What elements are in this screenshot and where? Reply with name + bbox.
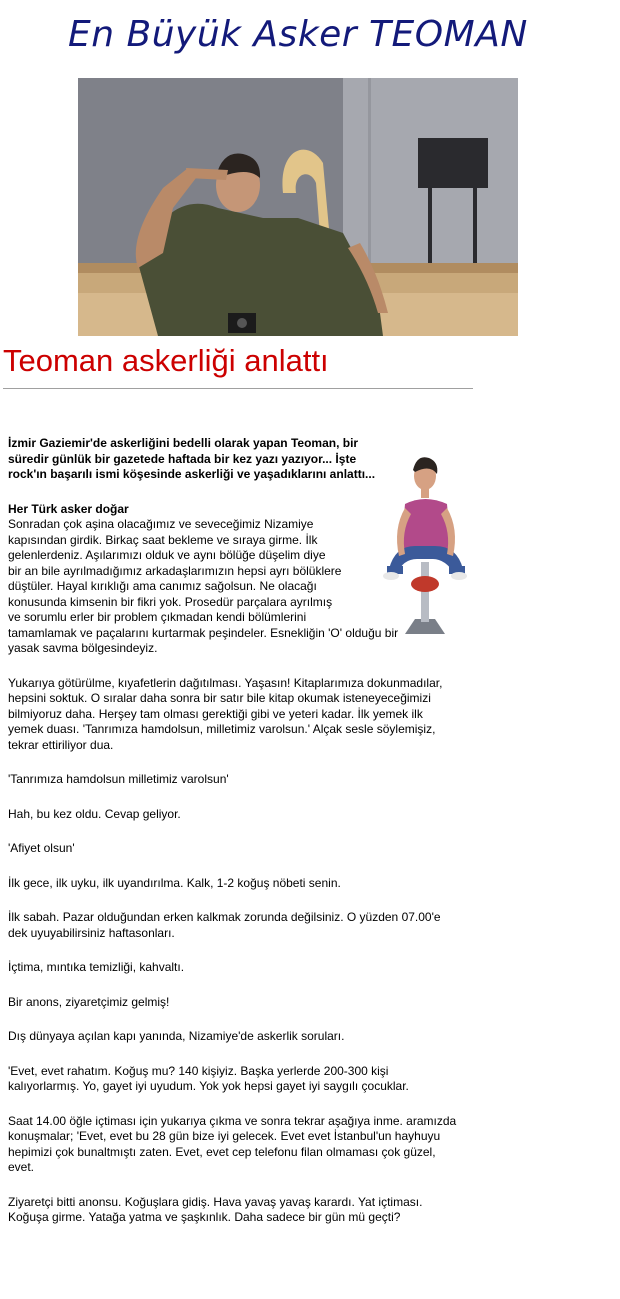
intro-line: konusunda kimsenin bir fikri yok. Prosedür parçalara ayrılmış	[8, 594, 333, 609]
intro-line: gelenlerdeniz. Aşılarımızı olduk ve aynı bölüğe düşelim diye	[8, 548, 326, 562]
section-subhead: Her Türk asker doğar	[8, 501, 129, 516]
article-lead: İzmir Gaziemir'de askerliğini bedelli olarak yapan Teoman, bir süredir günlük bir gazetede haftada bir kez yazı yazıyor... İşte rock'ın başarılı ismi köşesinde askerliği ve yaşadıklarını anlattı...	[8, 436, 376, 481]
saluting-soldier-photo	[78, 78, 518, 336]
intro-line: tamamlamak ve paçalarını kurtarmak peşindeler. Esnekliğin 'O' olduğu bir	[8, 625, 399, 640]
article-paragraph: İçtima, mıntıka temizliği, kahvaltı.	[8, 960, 185, 974]
article-paragraph: 'Tanrımıza hamdolsun milletimiz varolsun'	[8, 772, 229, 786]
article-paragraph: 'Evet, evet rahatım. Koğuş mu? 140 kişiyiz. Başka yerlerde 200-300 kişi kalıyorlarmış. Yo, gayet iyi uyudum. Yok yok hepsi gayet iyi saygılı çocuklar.	[8, 1063, 409, 1093]
banner-title: En Büyük Asker TEOMAN	[68, 14, 528, 55]
intro-line: düştüler. Hayal kırıklığı ama canımız sağolsun. Ne olacağı	[8, 579, 317, 593]
article-body	[8, 436, 460, 1245]
article-paragraph: İlk sabah. Pazar olduğundan erken kalkmak zorunda değilsiniz. O yüzden 07.00'e dek uyuyabilirsiniz haftasonları.	[8, 910, 441, 940]
article-paragraph: İlk gece, ilk uyku, ilk uyandırılma. Kalk, 1-2 koğuş nöbeti senin.	[8, 875, 341, 890]
article-paragraph: 'Afiyet olsun'	[8, 841, 75, 855]
intro-line: kapısından girdik. Birkaç saat bekleme ve sıraya girme. İlk	[8, 532, 318, 547]
intro-line: ve sorumlu erler bir problem çıkmadan kendi bölümlerini	[8, 610, 307, 624]
article-paragraph: Ziyaretçi bitti anonsu. Koğuşlara gidiş. Hava yavaş yavaş karardı. Yat içtiması. Koğuşa girme. Yatağa yatma ve şaşkınlık. Daha sadece bir gün mü geçti?	[8, 1194, 423, 1224]
article-paragraph: Hah, bu kez oldu. Cevap geliyor.	[8, 806, 181, 821]
article-paragraph: Dış dünyaya açılan kapı yanında, Nizamiye'de askerlik soruları.	[8, 1029, 345, 1043]
article-headline: Teoman askerliği anlattı	[3, 343, 329, 378]
headline-divider	[3, 388, 473, 389]
intro-line: bir an bile ayrılmadığımız arkadaşlarımızın hepsi ayrı bölüklere	[8, 563, 342, 578]
article-paragraph: Saat 14.00 öğle içtiması için yukarıya çıkma ve sonra tekrar aşağıya inme. aramızda konuşmalar; 'Evet, evet bu 28 gün bize iyi gelecek. Evet evet İstanbul'un hayhuyu hepimizi çok bunaltmıştı zaten. Evet, evet cep telefonu filan olmaması çok güzel, evet.	[8, 1113, 457, 1174]
intro-line: Sonradan çok aşina olacağımız ve seveceğimiz Nizamiye	[8, 517, 314, 531]
article-paragraph: Yukarıya götürülme, kıyafetlerin dağıtılması. Yaşasın! Kitaplarımıza dokunmadılar, hepsini soktuk. O sıralar daha sonra bir satır bile kitap okumak isteneyeceğimizi bilmiyoruz daha. Herşey tam olması gerektiği gibi ve yeteri kadar. İlk yemek ilk yemek duası. 'Tanrımıza hamdolsun, milletimiz varolsun.' Alçak sesle söylemişiz, tekrar ettiriliyor dua.	[8, 675, 443, 752]
intro-paragraph	[8, 517, 460, 657]
intro-line: yasak savma bölgesindeyiz.	[8, 641, 158, 655]
article-paragraph: Bir anons, ziyaretçimiz gelmiş!	[8, 994, 170, 1009]
